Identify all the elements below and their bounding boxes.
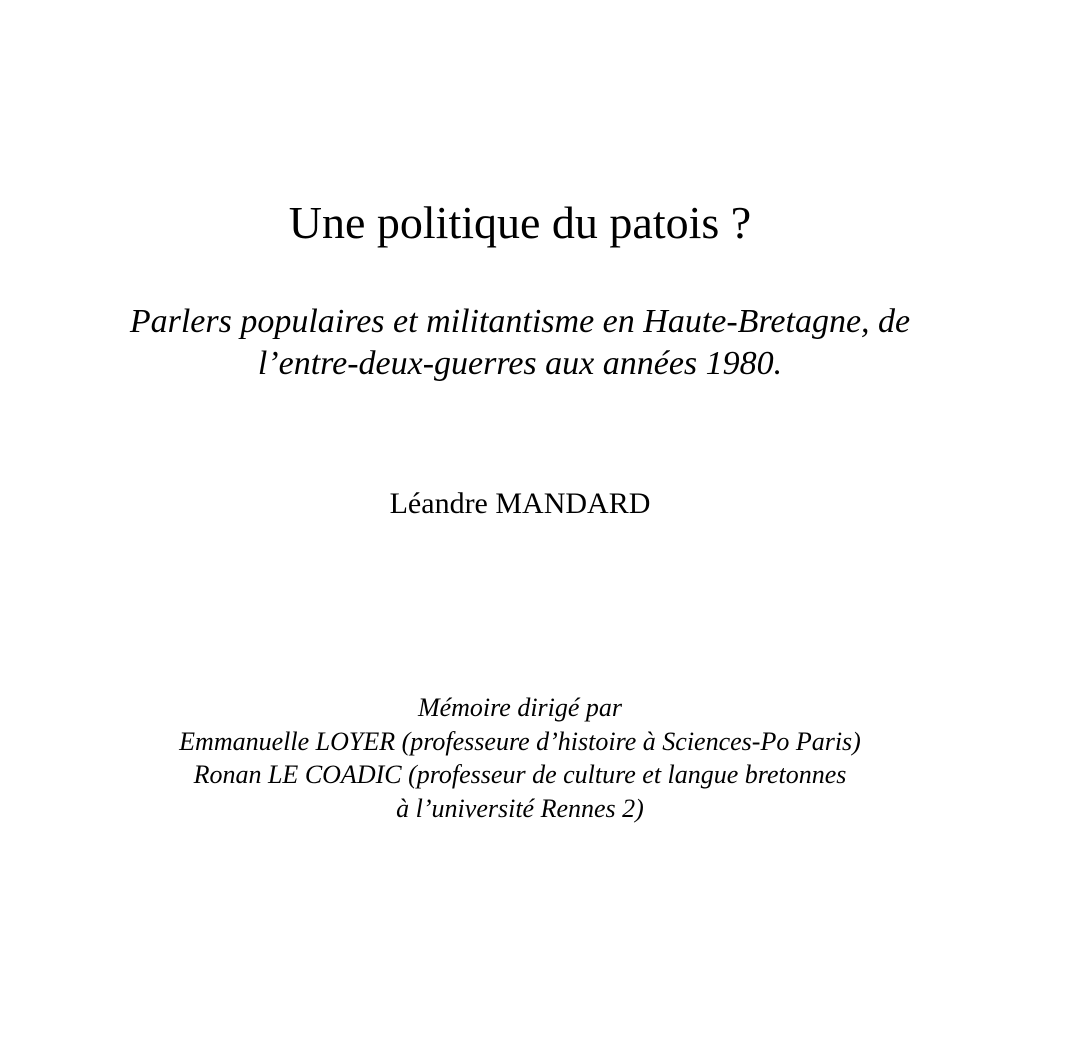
supervisor-2-line-2: à l’université Rennes 2) xyxy=(396,794,644,823)
subtitle-line-2: l’entre-deux-guerres aux années 1980. xyxy=(257,345,783,382)
supervisor-2-line-1: Ronan LE COADIC (professeur de culture et langue bretonnes xyxy=(193,760,847,789)
document-title: Une politique du patois ? xyxy=(288,197,752,248)
subtitle-line-1: Parlers populaires et militantisme en Haute-Bretagne, de xyxy=(129,303,911,340)
supervisor-1: Emmanuelle LOYER (professeure d’histoire à Sciences-Po Paris) xyxy=(179,727,861,756)
author-name: Léandre MANDARD xyxy=(389,487,651,520)
supervision-intro: Mémoire dirigé par xyxy=(417,693,623,722)
